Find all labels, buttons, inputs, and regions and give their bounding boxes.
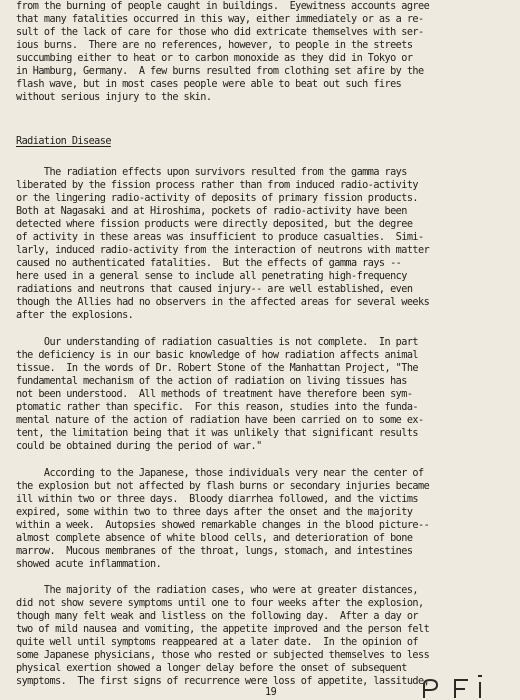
text-line: some Japanese physicians, those who rested or subjected themselves to less [16, 650, 430, 661]
text-line: did not show severe symptoms until one to four weeks after the explosion, [16, 598, 424, 609]
text-line: from the burning of people caught in buildings. Eyewitness accounts agree [16, 1, 430, 12]
text-line: detected where fission products were directly deposited, but the degree [16, 219, 413, 230]
text-line: or the lingering radio-activity of deposits of primary fission products. [16, 193, 419, 204]
text-line: caused no authenticated fatalities. But the effects of gamma rays -- [16, 258, 402, 269]
page-number: 19 [265, 687, 277, 698]
text-line: fundamental mechanism of the action of radiation on living tissues has [16, 376, 407, 387]
text-line: within a week. Autopsies showed remarkable changes in the blood picture-- [16, 520, 430, 531]
text-line: tissue. In the words of Dr. Robert Stone of the Manhattan Project, "The [16, 363, 419, 374]
text-line: flash wave, but in most cases people were able to beat out such fires [16, 79, 402, 90]
text-line: after the explosions. [16, 310, 134, 321]
text-line: the deficiency is in our basic knowledge of how radiation affects animal [16, 350, 419, 361]
text-line: larly, induced radio-activity from the interaction of neutrons with matter [16, 245, 430, 256]
text-line: ill within two or three days. Bloody diarrhea followed, and the victims [16, 494, 419, 505]
text-line: liberated by the fission process rather than from induced radio-activity [16, 180, 419, 191]
text-line: though the Allies had no observers in the affected areas for several weeks [16, 297, 430, 308]
text-line: radiations and neutrons that caused injury-- are well established, even [16, 284, 413, 295]
text-line: expired, some within two to three days after the onset and the majority [16, 507, 413, 518]
text-line: physical exertion showed a longer delay before the onset of subsequent [16, 663, 407, 674]
text-line: of activity in these areas was insufficient to produce casualties. Simi- [16, 232, 424, 243]
text-line: Both at Nagasaki and at Hiroshima, pockets of radio-activity have been [16, 206, 407, 217]
text-line: Our understanding of radiation casualties is not complete. In part [16, 337, 419, 348]
text-line: The radiation effects upon survivors resulted from the gamma rays [16, 167, 407, 178]
text-line: The majority of the radiation cases, who were at greater distances, [16, 585, 419, 596]
text-line: ious burns. There are no references, however, to people in the streets [16, 40, 413, 51]
text-line: the explosion but not affected by flash burns or secondary injuries became [16, 481, 430, 492]
text-line: almost complete absence of white blood cells, and deterioration of bone [16, 533, 413, 544]
section-heading: Radiation Disease [16, 136, 111, 147]
text-line: two of mild nausea and vomiting, the appetite improved and the person felt [16, 624, 430, 635]
text-line: According to the Japanese, those individuals very near the center of [16, 468, 424, 479]
text-line: marrow. Mucous membranes of the throat, lungs, stomach, and intestines [16, 546, 413, 557]
text-line: without serious injury to the skin. [16, 92, 212, 103]
text-line: here used in a general sense to include all penetrating high-frequency [16, 271, 407, 282]
text-line: symptoms. The first signs of recurrence were loss of appetite, lassitude, [16, 676, 430, 687]
text-line: ptomatic rather than specific. For this reason, studies into the funda- [16, 402, 419, 413]
text-line: mental nature of the action of radiation have been carried on to some ex- [16, 415, 424, 426]
text-line: not been understood. All methods of treatment have therefore been sym- [16, 389, 413, 400]
stamp-mark [400, 670, 520, 700]
text-line: sult of the lack of care for those who did extricate themselves with ser- [16, 27, 424, 38]
text-line: that many fatalities occurred in this way, either immediately or as a re- [16, 14, 424, 25]
text-line: showed acute inflammation. [16, 559, 162, 570]
text-line: could be obtained during the period of war." [16, 441, 262, 452]
text-line: though many felt weak and listless on the following day. After a day or [16, 611, 419, 622]
text-line: succumbing either to heat or to carbon monoxide as they did in Tokyo or [16, 53, 413, 64]
text-line: in Hamburg, Germany. A few burns resulted from clothing set afire by the [16, 66, 424, 77]
text-line: tent, the limitation being that it was unlikely that significant results [16, 428, 419, 439]
text-line: quite well until symptoms reappeared at a later date. In the opinion of [16, 637, 419, 648]
